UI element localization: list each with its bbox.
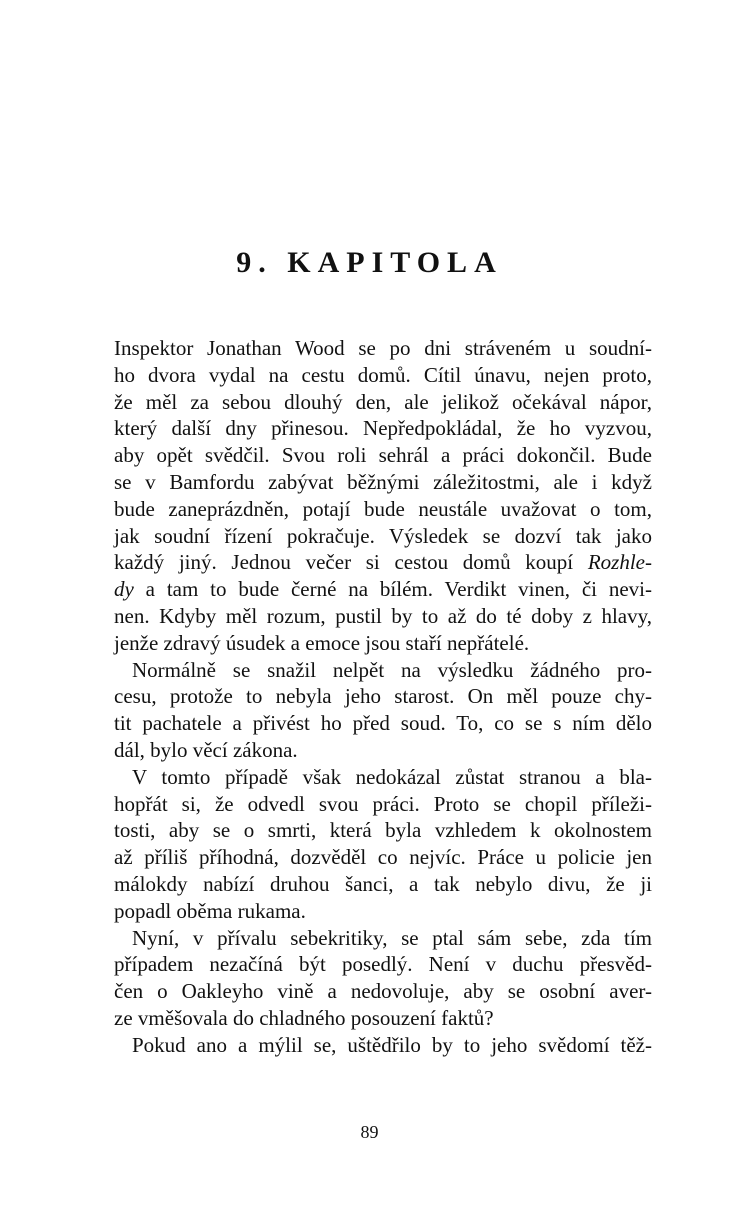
italic-word: Rozhle- <box>587 550 652 575</box>
text-line: tosti, aby se o smrti, která byla vzhledem k okolnostem <box>114 818 652 843</box>
text-line: Inspektor Jonathan Wood se po dni stráveném u soudní- <box>114 336 652 360</box>
text-line: Normálně se snažil nelpět na výsledku žádného pro- <box>132 657 652 682</box>
page-number: 89 <box>360 1122 379 1142</box>
text-line: tit pachatele a přivést ho před soud. To, co se s ním dělo <box>114 711 652 736</box>
text-line: až příliš příhodná, dozvěděl co nejvíc. Práce u policie jen <box>114 845 652 870</box>
text-line: dál, bylo věcí zákona. <box>114 737 298 762</box>
text-line: Pokud ano a mýlil se, uštědřilo by to jeho svědomí těž- <box>132 1032 652 1057</box>
text-line <box>114 576 652 603</box>
text-line <box>114 549 652 576</box>
text-line: případem nezačíná být posedlý. Není v duchu přesvěd- <box>114 952 652 977</box>
text-line: čen o Oakleyho vině a nedovoluje, aby se osobní aver- <box>114 979 652 1004</box>
text-line: málokdy nabízí druhou šanci, a tak nebylo divu, že ji <box>114 871 652 896</box>
text-line: který další dny přinesou. Nepředpokládal, že ho vyzvou, <box>114 416 652 441</box>
text-line: že měl za sebou dlouhý den, ale jelikož očekával nápor, <box>114 389 652 414</box>
text-line: V tomto případě však nedokázal zůstat stranou a bla- <box>132 764 652 789</box>
text-line: Nyní, v přívalu sebekritiky, se ptal sám sebe, zda tím <box>132 925 652 950</box>
text-line: bude zaneprázdněn, potají bude neustále uvažovat o tom, <box>114 496 652 521</box>
body-text <box>114 335 652 1059</box>
text-line: cesu, protože to nebyla jeho starost. On měl pouze chy- <box>114 684 652 709</box>
text-line: aby opět svědčil. Svou roli sehrál a práci dokončil. Bude <box>114 443 652 468</box>
text-line: jak soudní řízení pokračuje. Výsledek se dozví tak jako <box>114 523 652 548</box>
text-line: jenže zdravý úsudek a emoce jsou staří nepřátelé. <box>114 630 530 655</box>
text-line-part: a tam to bude černé na bílém. Verdikt vinen, či nevi- <box>145 577 653 602</box>
chapter-title: 9. KAPITOLA <box>236 246 503 279</box>
text-line-part: každý jiný. Jednou večer si cestou domů koupí <box>114 550 588 575</box>
italic-word: dy <box>114 577 134 602</box>
text-line: nen. Kdyby měl rozum, pustil by to až do té doby z hlavy, <box>114 603 652 628</box>
text-line: popadl oběma rukama. <box>114 898 306 923</box>
text-line: ze vměšovala do chladného posouzení faktů? <box>114 1005 494 1030</box>
text-line: ho dvora vydal na cestu domů. Cítil únavu, nejen proto, <box>114 362 652 387</box>
text-line: se v Bamfordu zabývat běžnými záležitostmi, ale i když <box>114 469 652 494</box>
text-line: hopřát si, že odvedl svou práci. Proto se chopil příleži- <box>114 791 652 816</box>
